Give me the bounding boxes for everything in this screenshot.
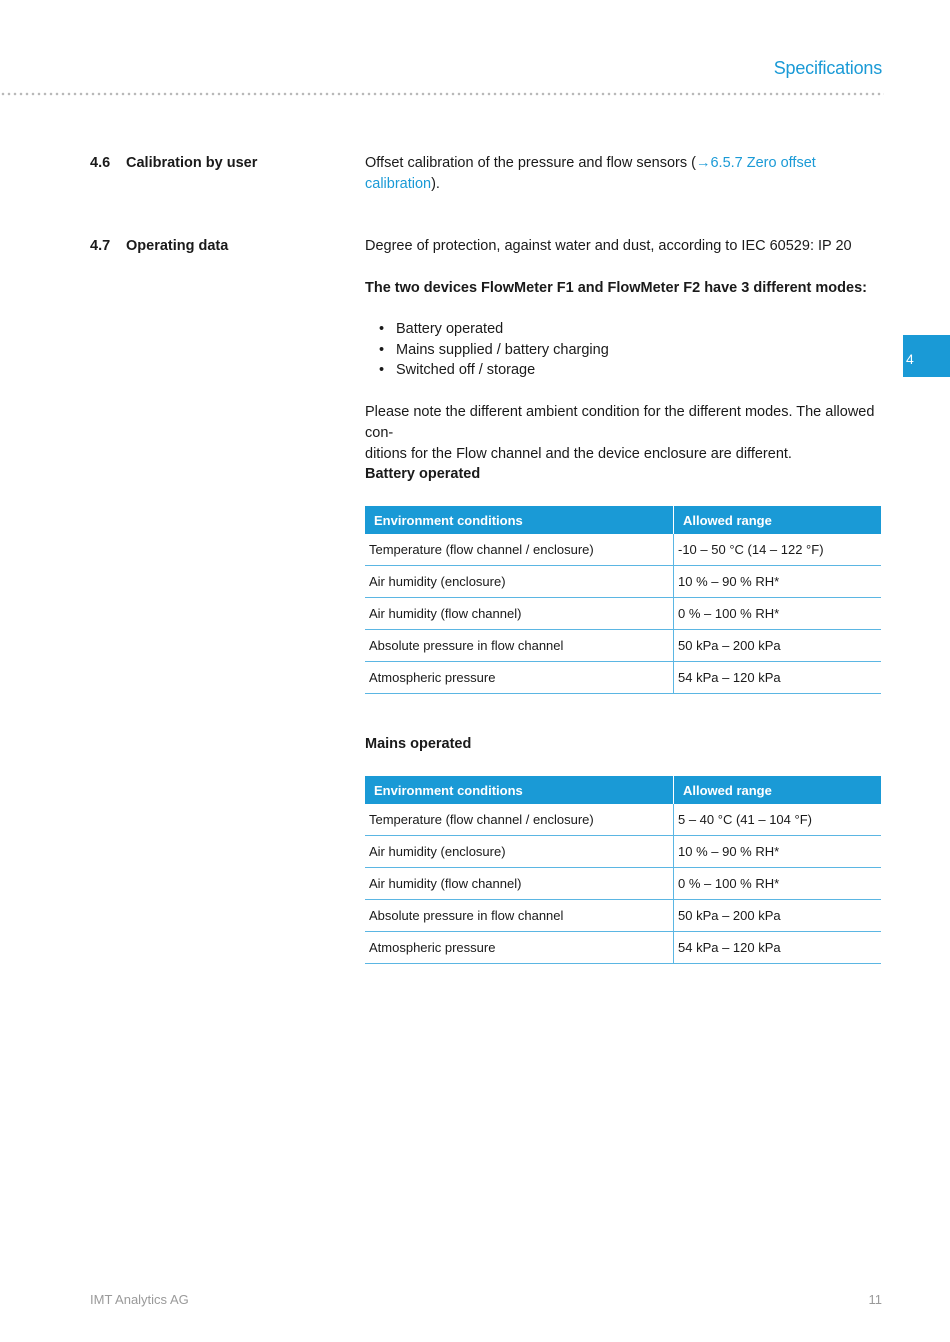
modes-heading: The two devices FlowMeter F1 and FlowMeter F2 have 3 different modes: bbox=[365, 280, 867, 296]
footer-page-number: 11 bbox=[868, 1292, 882, 1307]
table-cell: 5 – 40 °C (41 – 104 °F) bbox=[674, 804, 882, 836]
ambient-note-line: Please note the different ambient condition for the different modes. The allowed con- bbox=[365, 404, 875, 441]
modes-list bbox=[365, 319, 609, 381]
section-heading-4-6 bbox=[90, 155, 257, 171]
section-number: 4.7 bbox=[90, 238, 111, 254]
table-row bbox=[365, 630, 881, 662]
calibration-text-after: ). bbox=[431, 176, 440, 192]
calibration-text bbox=[365, 153, 883, 195]
table-cell: Atmospheric pressure bbox=[365, 662, 674, 694]
column-header: Environment conditions bbox=[365, 776, 674, 804]
table-cell: 0 % – 100 % RH* bbox=[674, 598, 882, 630]
protection-text: Degree of protection, against water and dust, according to IEC 60529: IP 20 bbox=[365, 238, 852, 254]
section-heading-4-7 bbox=[90, 238, 228, 254]
table-header-row bbox=[365, 776, 881, 804]
table-cell: Atmospheric pressure bbox=[365, 932, 674, 964]
table-cell: 54 kPa – 120 kPa bbox=[674, 932, 882, 964]
table-row bbox=[365, 836, 881, 868]
table-cell: 10 % – 90 % RH* bbox=[674, 566, 882, 598]
table-row bbox=[365, 900, 881, 932]
ambient-note bbox=[365, 402, 883, 465]
table-cell: Air humidity (flow channel) bbox=[365, 868, 674, 900]
footer-company: IMT Analytics AG bbox=[90, 1292, 189, 1307]
table-row bbox=[365, 534, 881, 566]
table-row bbox=[365, 662, 881, 694]
table-cell: Absolute pressure in flow channel bbox=[365, 900, 674, 932]
table-row bbox=[365, 566, 881, 598]
table-row bbox=[365, 932, 881, 964]
arrow-right-icon: → bbox=[695, 155, 711, 171]
list-item: • Mains supplied / battery charging bbox=[365, 340, 609, 361]
table-cell: 50 kPa – 200 kPa bbox=[674, 900, 882, 932]
column-header: Allowed range bbox=[674, 506, 882, 534]
zero-offset-calibration-link[interactable]: 6.5.7 Zero offset calibration bbox=[365, 155, 816, 192]
list-item: • Battery operated bbox=[365, 319, 609, 340]
table-cell: Temperature (flow channel / enclosure) bbox=[365, 534, 674, 566]
mains-operated-heading: Mains operated bbox=[365, 736, 472, 752]
table-header-row bbox=[365, 506, 881, 534]
section-number: 4.6 bbox=[90, 155, 111, 171]
page-header-title: Specifications bbox=[773, 58, 882, 78]
section-title: Operating data bbox=[126, 238, 229, 254]
table-row bbox=[365, 868, 881, 900]
table-cell: 50 kPa – 200 kPa bbox=[674, 630, 882, 662]
mains-operated-table bbox=[365, 776, 881, 964]
column-header: Environment conditions bbox=[365, 506, 674, 534]
ambient-note-line: ditions for the Flow channel and the device enclosure are different. bbox=[365, 446, 792, 462]
table-cell: 0 % – 100 % RH* bbox=[674, 868, 882, 900]
table-cell: Temperature (flow channel / enclosure) bbox=[365, 804, 674, 836]
section-title: Calibration by user bbox=[126, 155, 258, 171]
calibration-text-before: Offset calibration of the pressure and flow sensors ( bbox=[365, 155, 696, 171]
chapter-tab[interactable]: 4 bbox=[903, 335, 950, 377]
list-item: • Switched off / storage bbox=[365, 360, 609, 381]
table-cell: Air humidity (flow channel) bbox=[365, 598, 674, 630]
table-cell: 10 % – 90 % RH* bbox=[674, 836, 882, 868]
table-cell: Absolute pressure in flow channel bbox=[365, 630, 674, 662]
table-cell: 54 kPa – 120 kPa bbox=[674, 662, 882, 694]
table-cell: Air humidity (enclosure) bbox=[365, 566, 674, 598]
column-header: Allowed range bbox=[674, 776, 882, 804]
battery-operated-heading: Battery operated bbox=[365, 466, 481, 482]
dotted-divider bbox=[0, 92, 884, 96]
table-cell: Air humidity (enclosure) bbox=[365, 836, 674, 868]
table-row bbox=[365, 804, 881, 836]
table-cell: -10 – 50 °C (14 – 122 °F) bbox=[674, 534, 882, 566]
battery-operated-table bbox=[365, 506, 881, 694]
table-row bbox=[365, 598, 881, 630]
